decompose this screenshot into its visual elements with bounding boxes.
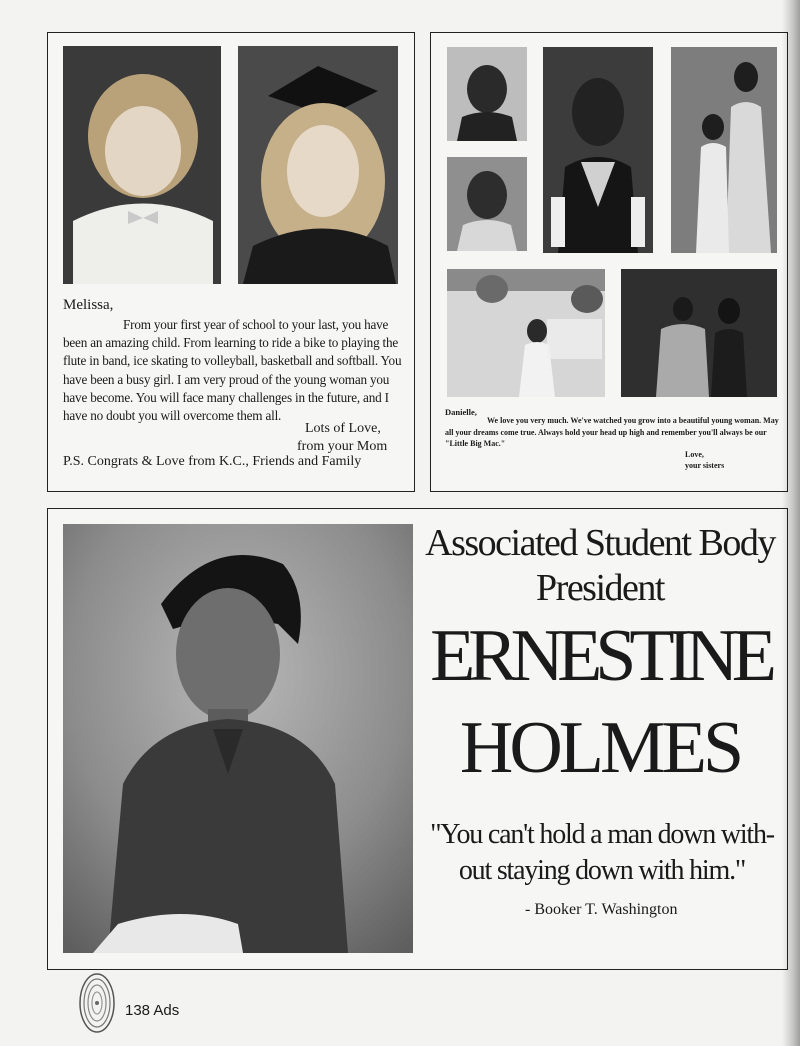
ad-danielle bbox=[430, 32, 788, 492]
danielle-greeting: Danielle, bbox=[445, 407, 477, 417]
letter-body: From your first year of school to your last, you have been an amazing child. From learning to ride a bike to playing the flute in band, ice skating to volleyball, basketball and softball. You have been a busy girl. I am very proud of the young woman you have become. You will face many challenges in the future, and I have no doubt you will overcome them all. bbox=[63, 317, 402, 424]
photo-danielle-dress bbox=[671, 47, 777, 253]
book-spine-shadow bbox=[782, 0, 800, 1046]
photo-melissa-graduate bbox=[238, 46, 398, 284]
letter-greeting: Melissa, bbox=[63, 297, 114, 313]
photo-danielle-child-1 bbox=[447, 47, 527, 141]
feature-last-name: HOLMES bbox=[459, 707, 741, 789]
photo-danielle-escort bbox=[621, 269, 777, 397]
page-number: 138 Ads bbox=[125, 1002, 180, 1019]
danielle-closing: Love, bbox=[685, 450, 704, 459]
photo-danielle-crown bbox=[543, 47, 653, 253]
photo-danielle-child-2 bbox=[447, 157, 527, 251]
letter-closing: Lots of Love, bbox=[305, 421, 381, 436]
danielle-signature: your sisters bbox=[685, 461, 725, 470]
ad-asb-president bbox=[47, 508, 788, 970]
feature-quote-attribution: - Booker T. Washington bbox=[525, 901, 678, 918]
feature-heading-line2: President bbox=[536, 567, 664, 609]
fingerprint-icon bbox=[78, 972, 116, 1034]
letter-postscript: P.S. Congrats & Love from K.C., Friends and Family bbox=[63, 454, 362, 469]
feature-heading-line1: Associated Student Body bbox=[425, 522, 775, 564]
feature-first-name: ERNESTINE bbox=[430, 615, 770, 697]
photo-ernestine-holmes bbox=[63, 524, 413, 953]
feature-quote-line2: out staying down with him." bbox=[458, 855, 746, 886]
letter-signature: from your Mom bbox=[297, 439, 388, 454]
photo-danielle-cheer bbox=[447, 269, 605, 397]
danielle-body: We love you very much. We've watched you grow into a beautiful young woman. May all your dreams come true. Always hold your head up high and remember you'll always be our "Little Big Mac." bbox=[445, 416, 779, 448]
photo-melissa-child bbox=[63, 46, 221, 284]
feature-quote-line1: "You can't hold a man down with- bbox=[430, 819, 774, 850]
ad-melissa bbox=[47, 32, 415, 492]
